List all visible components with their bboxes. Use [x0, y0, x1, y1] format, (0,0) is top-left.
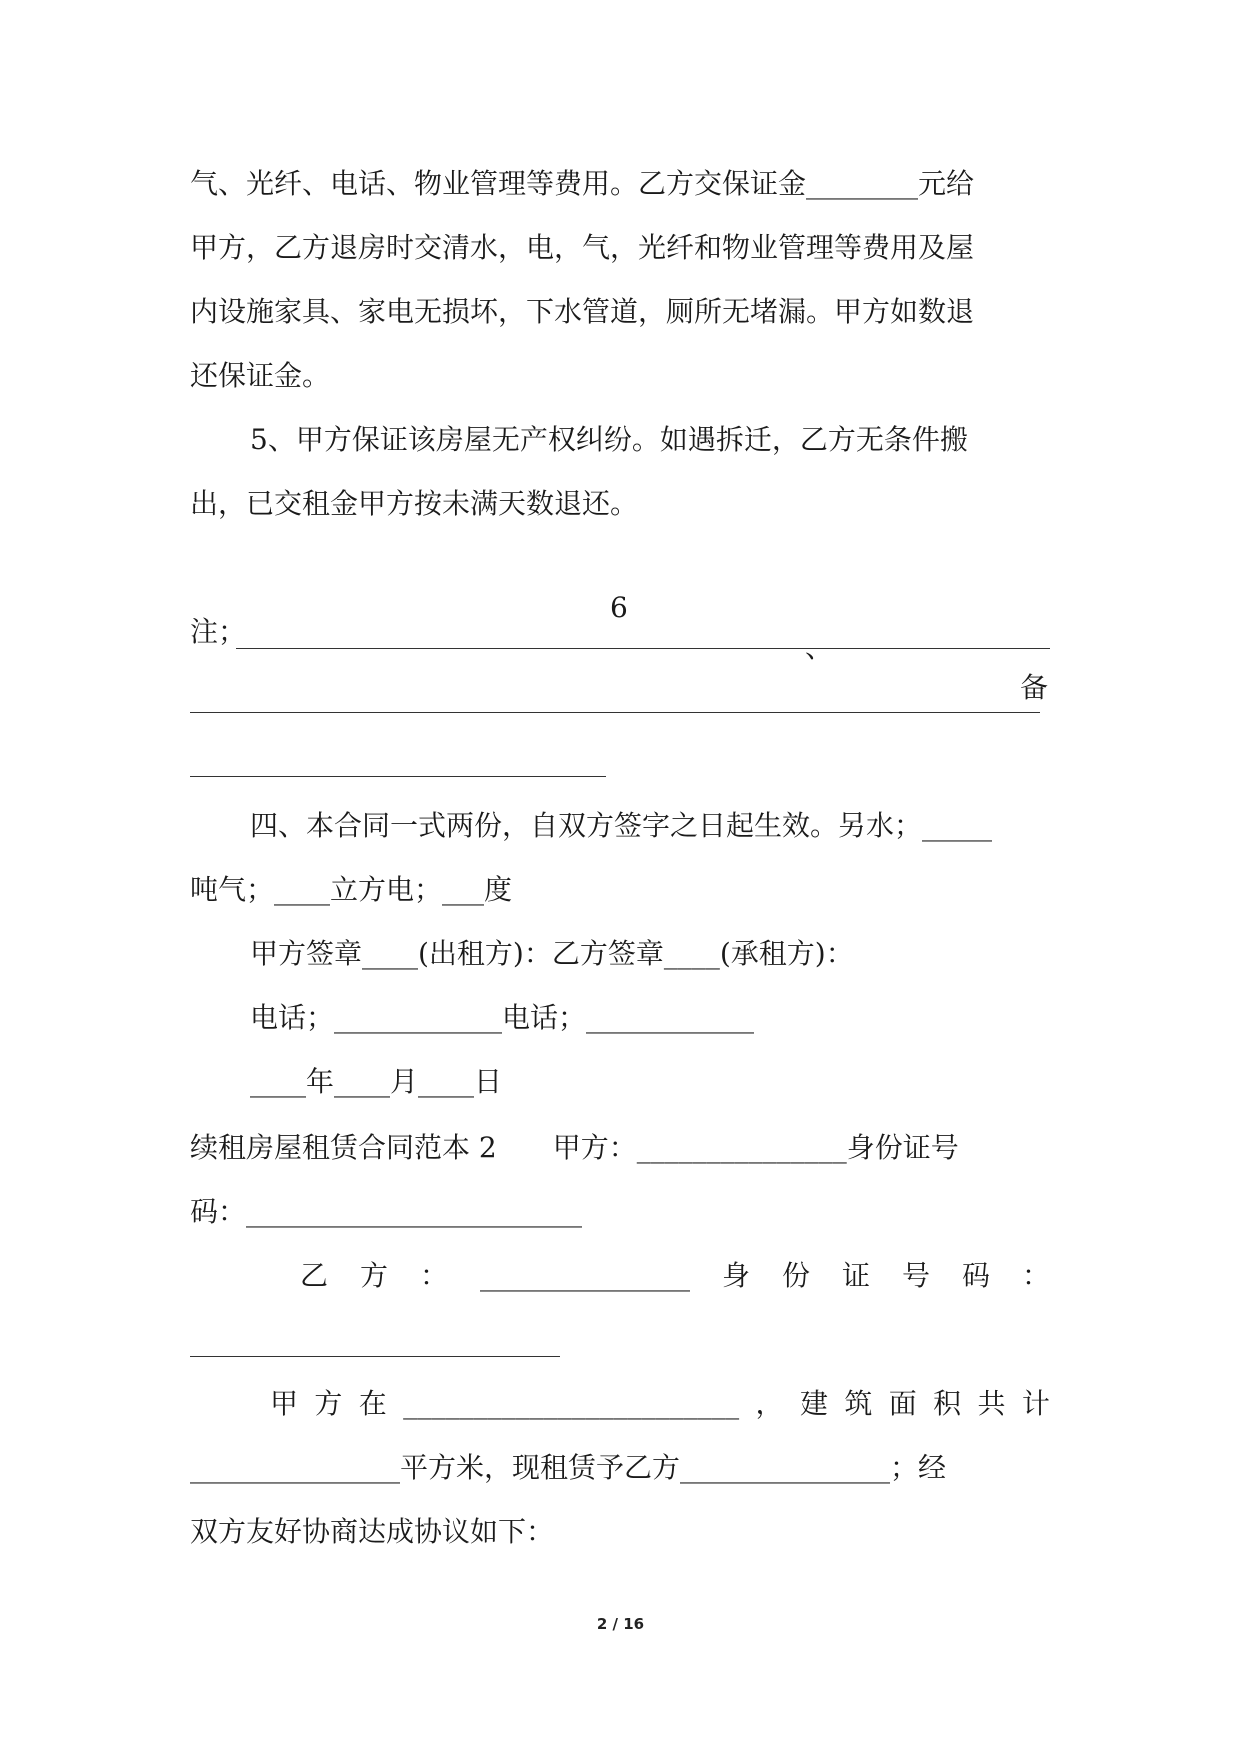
party-a-location-line	[270, 1384, 1050, 1424]
remarks-blank-line	[236, 648, 1050, 649]
signature-line: 甲方签章____(出租方)：乙方签章____(承租方)：	[250, 937, 854, 970]
remarks-blank-line	[190, 712, 1040, 713]
text-line: 还保证金。	[190, 359, 331, 392]
char: 方	[360, 1259, 389, 1292]
text-line: 甲方，乙方退房时交清水，电，气，光纤和物业管理等费用及屋	[190, 231, 975, 264]
text-line: 吨气；____立方电；___度	[190, 873, 513, 906]
char: ：	[1021, 1259, 1050, 1292]
char: 甲	[270, 1387, 299, 1420]
char: 面	[888, 1387, 917, 1420]
page-number: 2 / 16	[596, 1615, 645, 1633]
phone-line: 电话；____________电话；____________	[250, 1001, 755, 1034]
text-line: _______________平方米，现租赁予乙方_______________；经	[190, 1451, 947, 1484]
char: 共	[977, 1387, 1006, 1420]
char: 号	[901, 1259, 930, 1292]
text-line: 出，已交租金甲方按未满天数退还。	[190, 487, 639, 520]
clause-four: 四、本合同一式两份，自双方签字之日起生效。另水；_____	[250, 809, 993, 842]
blank: _______________	[480, 1259, 690, 1292]
text-line: 码：________________________	[190, 1195, 583, 1228]
char: 身	[721, 1259, 750, 1292]
text-line: 内设施家具、家电无损坏，下水管道，厕所无堵漏。甲方如数退	[190, 295, 975, 328]
clause-6-heading	[190, 548, 1050, 704]
remarks-label-part: 备	[1020, 671, 1049, 704]
char: 份	[781, 1259, 810, 1292]
contract-2-title-line: 续租房屋租赁合同范本 2 甲方：_______________身份证号	[190, 1131, 959, 1164]
party-b-line	[300, 1256, 1050, 1296]
clause-separator: 、	[805, 631, 834, 664]
char: 建	[799, 1387, 828, 1420]
char: 乙	[300, 1259, 329, 1292]
text-line: 双方友好协商达成协议如下：	[190, 1515, 555, 1548]
char: 在	[358, 1387, 387, 1420]
char: 码	[961, 1259, 990, 1292]
remarks-blank-line	[190, 776, 606, 777]
clause-5: 5、甲方保证该房屋无产权纠纷。如遇拆迁，乙方无条件搬	[250, 423, 968, 456]
char: 方	[314, 1387, 343, 1420]
id-blank-line	[190, 1356, 560, 1357]
clause-number: 6	[610, 591, 628, 624]
blank: ________________________	[403, 1387, 740, 1420]
char: ，	[755, 1387, 784, 1420]
text-line: 气、光纤、电话、物业管理等费用。乙方交保证金________元给	[190, 167, 975, 200]
char: 证	[841, 1259, 870, 1292]
char: ：	[420, 1259, 449, 1292]
remarks-label: 注；	[190, 615, 247, 648]
date-line: ____年____月____日	[250, 1065, 503, 1098]
char: 积	[933, 1387, 962, 1420]
char: 计	[1021, 1387, 1050, 1420]
char: 筑	[844, 1387, 873, 1420]
